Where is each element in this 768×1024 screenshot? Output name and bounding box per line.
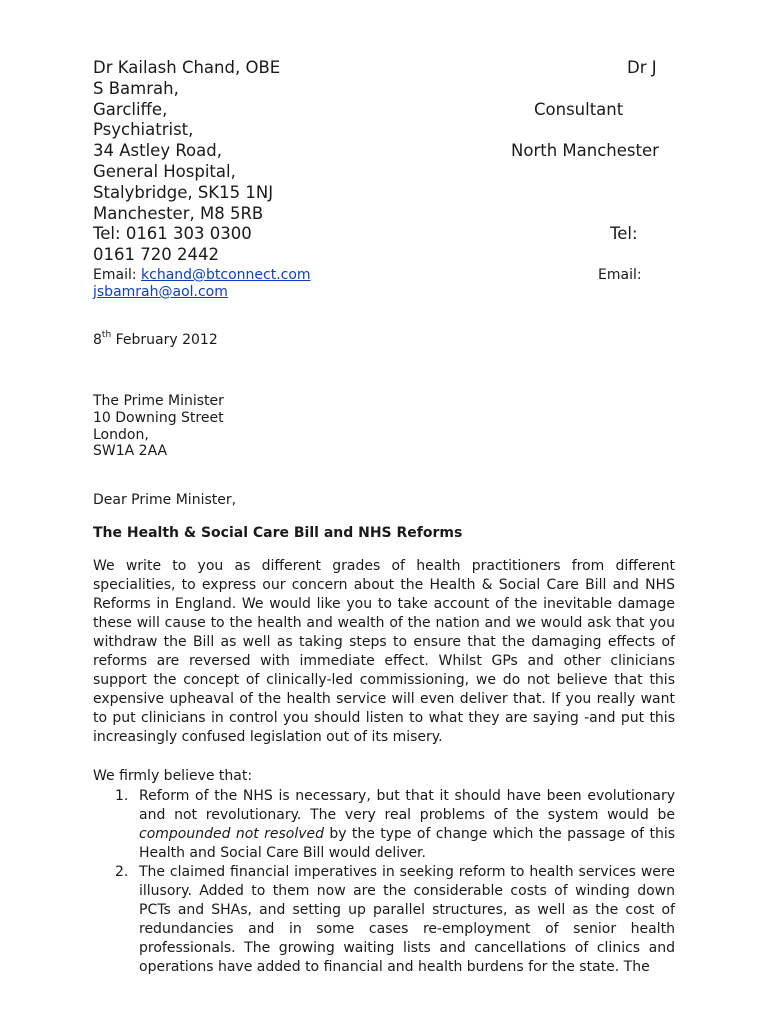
list-number: 2. — [115, 864, 129, 880]
date-month-year: February 2012 — [111, 332, 218, 348]
sender-house: Garcliffe, — [93, 99, 168, 119]
list-number: 1. — [115, 788, 129, 804]
list-item — [93, 787, 675, 863]
sender-email-label: Email: — [93, 267, 142, 283]
list-item — [93, 863, 675, 977]
sender-email-link[interactable]: kchand@btconnect.com — [141, 267, 311, 283]
cosigner-email-label: Email: — [598, 267, 642, 283]
recipient-address — [93, 393, 224, 460]
cosigner-title-start: Consultant — [534, 99, 624, 119]
belief-list — [93, 787, 675, 977]
email-block — [93, 267, 678, 301]
cosigner-name-end: S Bamrah, — [93, 78, 179, 98]
cosigner-phone: 0161 720 2442 — [93, 245, 219, 265]
cosigner-title-end: Psychiatrist, — [93, 120, 194, 140]
recipient-line: The Prime Minister — [93, 393, 224, 409]
date-day: 8 — [93, 332, 102, 348]
sender-phone: Tel: 0161 303 0300 — [93, 224, 252, 244]
sender-name: Dr Kailash Chand, OBE — [93, 58, 281, 77]
cosigner-city: Manchester, M8 5RB — [93, 203, 264, 223]
list-text: by the type of change which the passage of this Health and Social Care Bill would deliver. — [139, 826, 676, 861]
subject-line: The Health & Social Care Bill and NHS Reforms — [93, 525, 463, 541]
list-text: Reform of the NHS is necessary, but that it should have been evolutionary and not revolutionary. The very real problems of the system would be — [139, 788, 675, 823]
cosigner-email-link[interactable]: jsbamrah@aol.com — [93, 284, 228, 300]
date-suffix: th — [101, 330, 112, 341]
recipient-line: 10 Downing Street — [93, 409, 224, 426]
belief-intro: We firmly believe that: — [93, 768, 253, 784]
cosigner-phone-label: Tel: — [610, 224, 638, 244]
list-text: The claimed financial imperatives in seeking reform to health services were illusory. Added to them now are the considerable costs of winding down PCTs and SHAs, and setting up parallel structures, as well as the cost of redundancies and in some cases re-employment of senior health professionals. The growing waiting lists and cancellations of clinics and operations have added to financial and health burdens for the state. The — [139, 864, 675, 975]
letter-header — [93, 58, 678, 266]
sender-street: 34 Astley Road, — [93, 141, 222, 161]
sender-town: Stalybridge, SK15 1NJ — [93, 182, 274, 202]
letter-date — [93, 332, 218, 349]
cosigner-name-start: Dr J — [627, 58, 657, 77]
recipient-line: SW1A 2AA — [93, 443, 168, 460]
list-emphasis: compounded not resolved — [139, 826, 325, 842]
cosigner-hospital-end: General Hospital, — [93, 161, 236, 181]
cosigner-hospital-start: North Manchester — [511, 141, 659, 161]
recipient-line: London, — [93, 426, 149, 443]
salutation: Dear Prime Minister, — [93, 492, 237, 508]
opening-paragraph: We write to you as different grades of health practitioners from different specialities, to express our concern about the Health & Social Care Bill and NHS Reforms in England. We would like you to take account of the inevitable damage these will cause to the health and wealth of the nation and we would ask that you withdraw the Bill as well as taking steps to ensure that the damaging effects of reforms are reversed with immediate effect. Whilst GPs and other clinicians support the concept of clinically-led commissioning, we do not believe that this expensive upheaval of the health service will even deliver that. If you really want to put clinicians in control you should listen to what they are saying -and put this increasingly confused legislation out of its misery. — [93, 558, 675, 745]
